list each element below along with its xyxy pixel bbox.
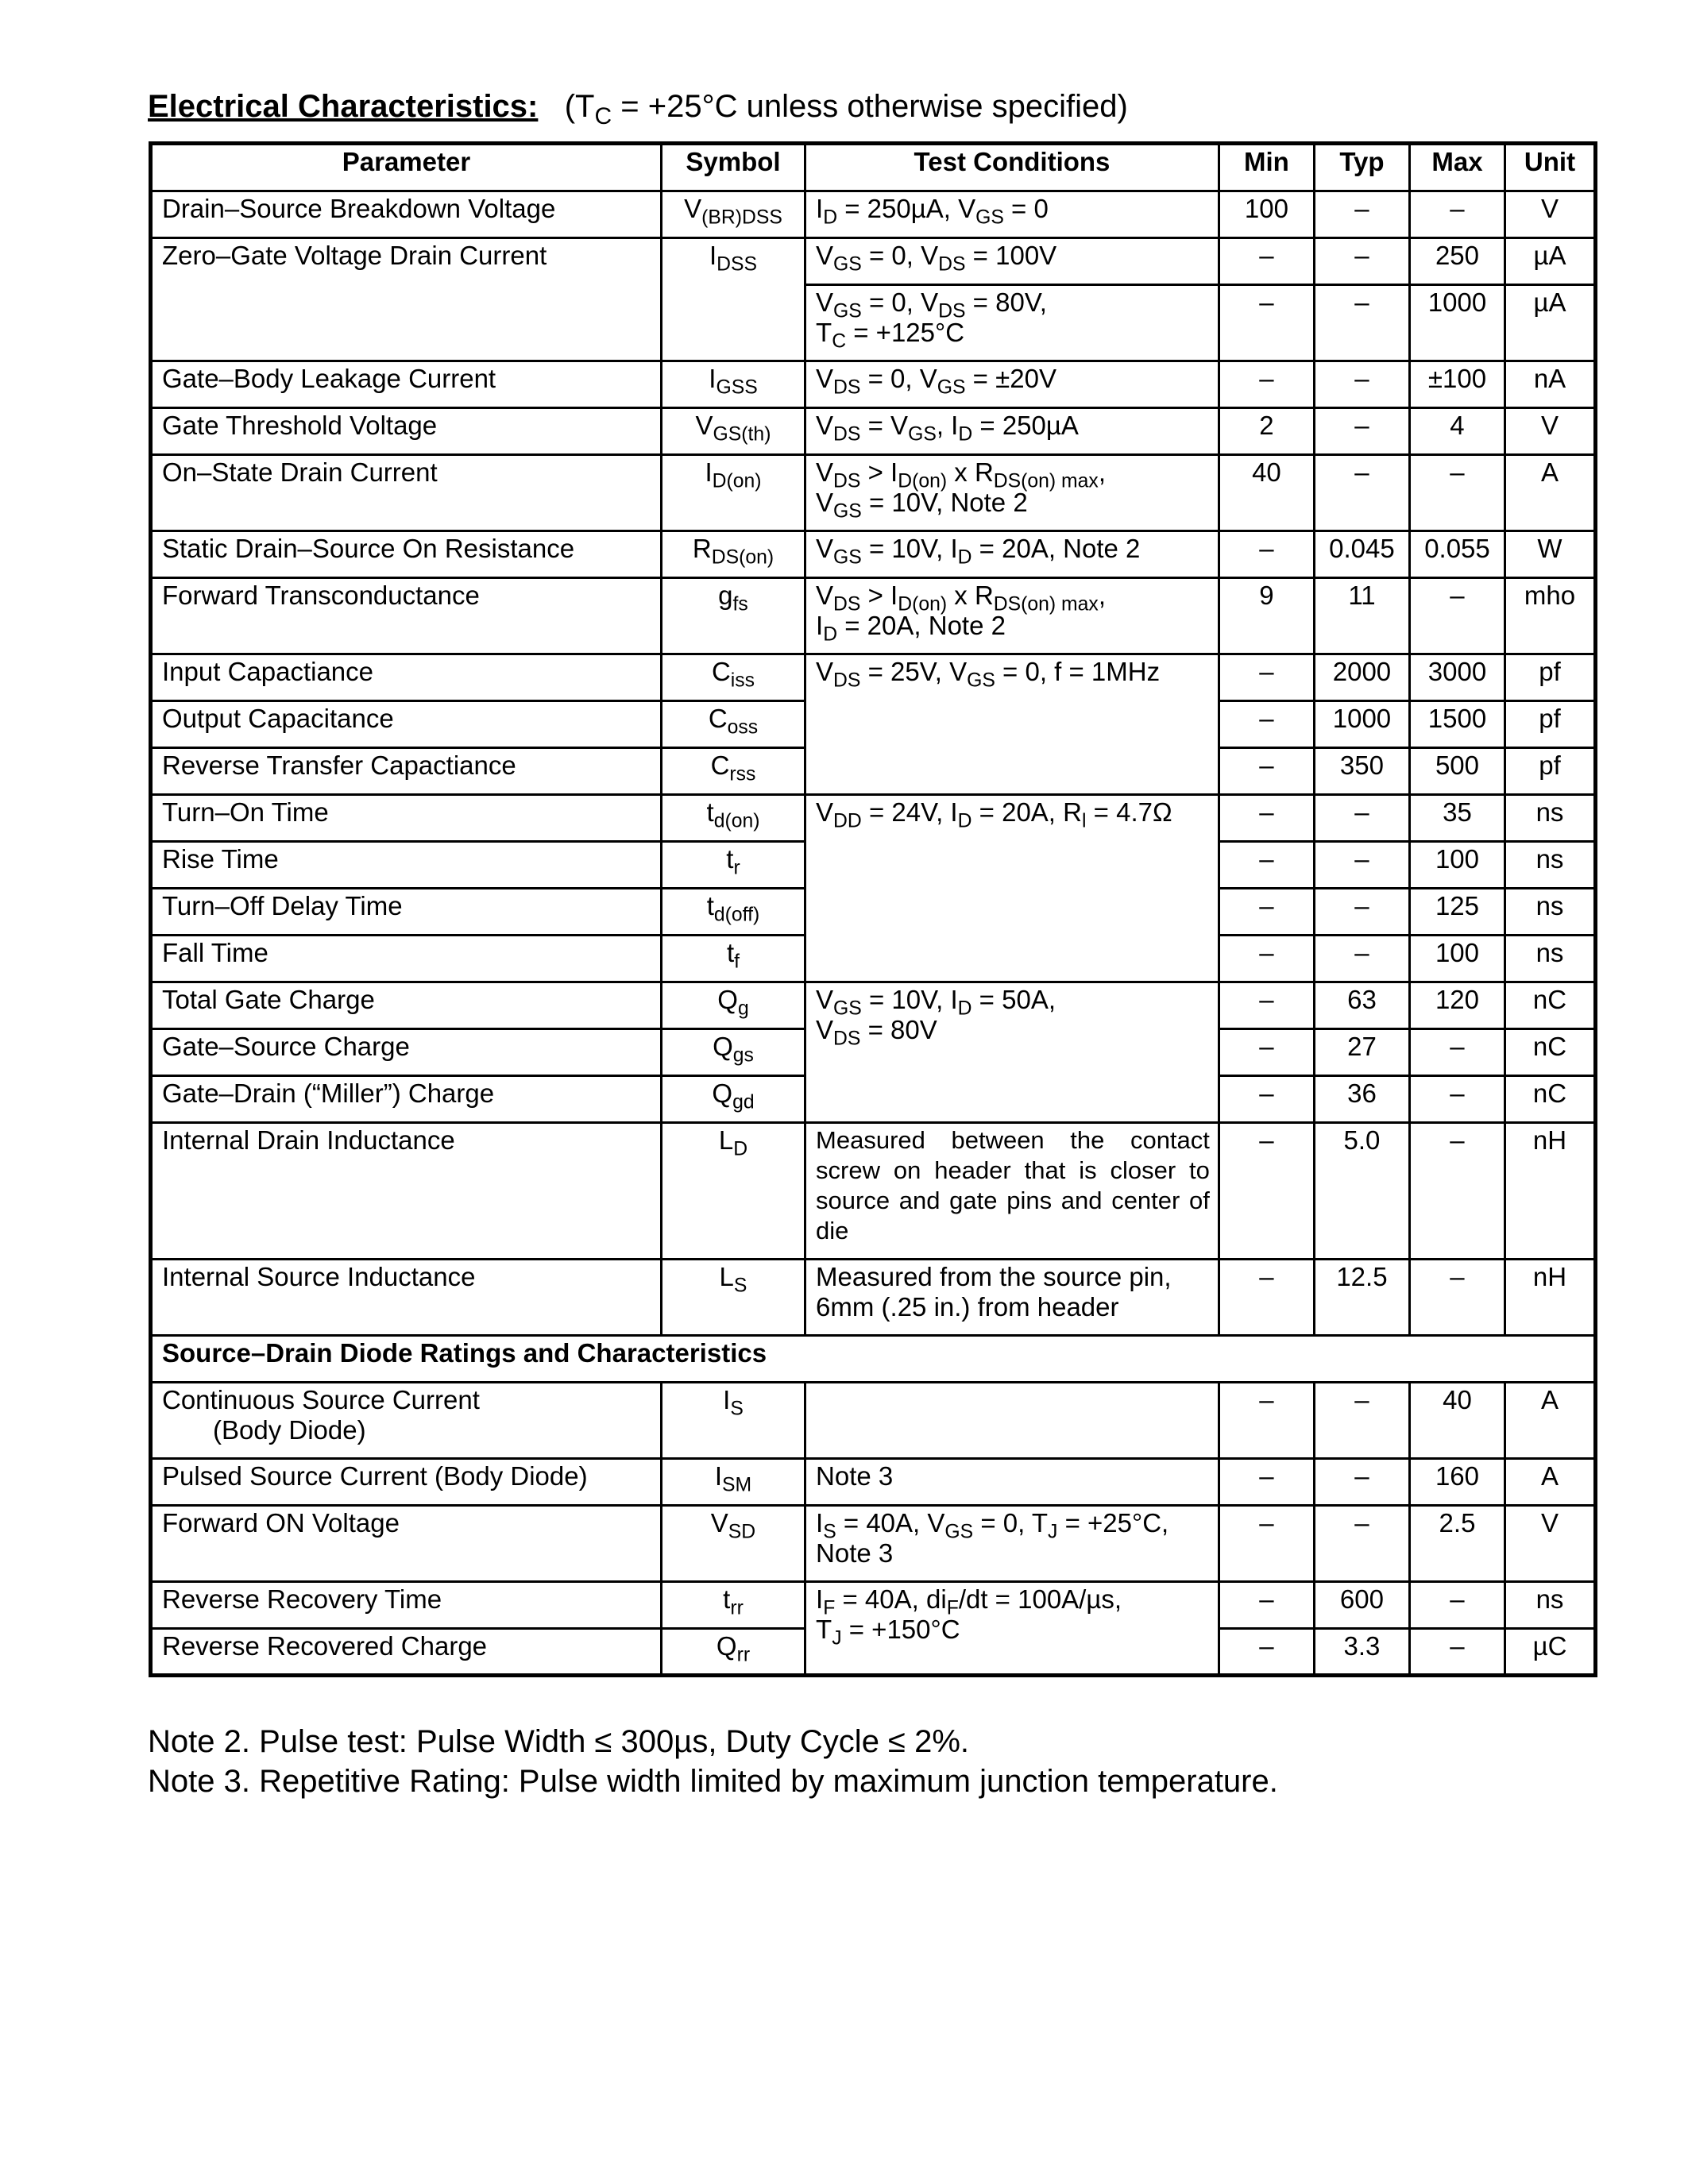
min-cell: 40 — [1219, 455, 1314, 531]
symbol-cell: $L_S$ — [661, 1260, 805, 1336]
symbol-cell: $I_{DSS}$ — [661, 238, 805, 361]
unit-cell: pf — [1505, 701, 1596, 748]
min-cell: – — [1219, 936, 1314, 982]
table-row — [151, 982, 1596, 1029]
min-cell: – — [1219, 285, 1314, 361]
symbol-cell: $Q_{gd}$ — [661, 1076, 805, 1123]
max-cell: 35 — [1409, 795, 1505, 842]
param-cell: Turn–Off Delay Time — [151, 889, 662, 936]
max-cell: – — [1409, 1029, 1505, 1076]
param-cell: Reverse Recovered Charge — [151, 1629, 662, 1676]
min-cell: – — [1219, 238, 1314, 285]
typ-cell: 600 — [1314, 1582, 1409, 1629]
table-row — [151, 1123, 1596, 1260]
typ-cell: – — [1314, 795, 1409, 842]
typ-cell: 36 — [1314, 1076, 1409, 1123]
col-header-test-conditions: Test Conditions — [805, 144, 1219, 191]
unit-cell: µA — [1505, 285, 1596, 361]
symbol-cell: $I_{GSS}$ — [661, 361, 805, 408]
max-cell: – — [1409, 1582, 1505, 1629]
param-cell: On–State Drain Current — [151, 455, 662, 531]
table-row — [151, 1506, 1596, 1582]
symbol-cell: $L_D$ — [661, 1123, 805, 1260]
typ-cell: – — [1314, 361, 1409, 408]
max-cell: 250 — [1409, 238, 1505, 285]
param-cell: Forward ON Voltage — [151, 1506, 662, 1582]
condition-cell: Note 3 — [805, 1459, 1219, 1506]
condition-cell: Measured between the contact screw on header that is closer to source and gate pins and center of die — [805, 1123, 1219, 1260]
max-cell: 1000 — [1409, 285, 1505, 361]
condition-cell: $V_{GS} = 0$, $V_{DS} = 100V$ — [805, 238, 1219, 285]
table-row — [151, 238, 1596, 285]
symbol-cell: $t_{rr}$ — [661, 1582, 805, 1629]
max-cell: ±100 — [1409, 361, 1505, 408]
note-2: Note 2. Pulse test: Pulse Width ≤ 300µs, Duty Cycle ≤ 2%. — [148, 1724, 970, 1759]
param-cell: Gate Threshold Voltage — [151, 408, 662, 455]
max-cell: – — [1409, 191, 1505, 238]
typ-cell: 3.3 — [1314, 1629, 1409, 1676]
param-cell: Gate–Source Charge — [151, 1029, 662, 1076]
typ-cell: – — [1314, 889, 1409, 936]
table-row — [151, 578, 1596, 654]
min-cell: – — [1219, 1629, 1314, 1676]
symbol-cell: $Q_{gs}$ — [661, 1029, 805, 1076]
col-header-max: Max — [1409, 144, 1505, 191]
table-row — [151, 1383, 1596, 1459]
param-cell: Input Capactiance — [151, 654, 662, 701]
condition-cell: $V_{GS} = 10V$, $I_D = 50A$, $V_{DS} = 80V$ — [805, 982, 1219, 1123]
symbol-cell: $V_{SD}$ — [661, 1506, 805, 1582]
condition-cell: $V_{DS} > I_{D(on)}$ x $R_{DS(on) max}$, $V_{GS} = 10V$, Note 2 — [805, 455, 1219, 531]
param-cell: Fall Time — [151, 936, 662, 982]
symbol-cell: $I_S$ — [661, 1383, 805, 1459]
min-cell: – — [1219, 842, 1314, 889]
col-header-typ: Typ — [1314, 144, 1409, 191]
typ-cell: 11 — [1314, 578, 1409, 654]
param-cell: Internal Drain Inductance — [151, 1123, 662, 1260]
min-cell: – — [1219, 982, 1314, 1029]
unit-cell: V — [1505, 408, 1596, 455]
table-row — [151, 795, 1596, 842]
max-cell: 100 — [1409, 936, 1505, 982]
heading-condition: ($T_C = +25^\circ C$ unless otherwise specified) — [564, 89, 1128, 129]
typ-cell: 12.5 — [1314, 1260, 1409, 1336]
unit-cell: nC — [1505, 982, 1596, 1029]
max-cell: 100 — [1409, 842, 1505, 889]
param-cell: Continuous Source Current (Body Diode) — [151, 1383, 662, 1459]
symbol-cell: $Q_{rr}$ — [661, 1629, 805, 1676]
electrical-characteristics-table — [149, 141, 1597, 1677]
unit-cell: nC — [1505, 1076, 1596, 1123]
max-cell: 500 — [1409, 748, 1505, 795]
max-cell: 4 — [1409, 408, 1505, 455]
min-cell: – — [1219, 701, 1314, 748]
unit-cell: ns — [1505, 1582, 1596, 1629]
table-row — [151, 531, 1596, 578]
min-cell: – — [1219, 748, 1314, 795]
param-cell: Total Gate Charge — [151, 982, 662, 1029]
symbol-cell: $t_r$ — [661, 842, 805, 889]
symbol-cell: $I_{D(on)}$ — [661, 455, 805, 531]
symbol-cell: $g_{fs}$ — [661, 578, 805, 654]
typ-cell: – — [1314, 842, 1409, 889]
max-cell: – — [1409, 1260, 1505, 1336]
min-cell: – — [1219, 531, 1314, 578]
typ-cell: – — [1314, 285, 1409, 361]
table-row — [151, 1582, 1596, 1629]
table-row — [151, 361, 1596, 408]
unit-cell: W — [1505, 531, 1596, 578]
typ-cell: 5.0 — [1314, 1123, 1409, 1260]
typ-cell: 1000 — [1314, 701, 1409, 748]
param-cell: Output Capacitance — [151, 701, 662, 748]
note-3: Note 3. Repetitive Rating: Pulse width limited by maximum junction temperature. — [148, 1764, 1278, 1799]
param-cell: Reverse Transfer Capactiance — [151, 748, 662, 795]
min-cell: – — [1219, 1029, 1314, 1076]
param-cell: Drain–Source Breakdown Voltage — [151, 191, 662, 238]
param-cell: Forward Transconductance — [151, 578, 662, 654]
table-row — [151, 191, 1596, 238]
unit-cell: A — [1505, 1383, 1596, 1459]
max-cell: 3000 — [1409, 654, 1505, 701]
typ-cell: 63 — [1314, 982, 1409, 1029]
condition-cell: $V_{DS} = V_{GS}$, $I_D = 250\mu A$ — [805, 408, 1219, 455]
min-cell: 100 — [1219, 191, 1314, 238]
table-row — [151, 654, 1596, 701]
condition-cell: $V_{GS} = 10V$, $I_D = 20A$, Note 2 — [805, 531, 1219, 578]
condition-cell: $I_S = 40A$, $V_{GS} = 0$, $T_J = +25^\circ C$, Note 3 — [805, 1506, 1219, 1582]
min-cell: 9 — [1219, 578, 1314, 654]
unit-cell: ns — [1505, 842, 1596, 889]
unit-cell: mho — [1505, 578, 1596, 654]
unit-cell: pf — [1505, 654, 1596, 701]
footnotes — [148, 1722, 1278, 1801]
max-cell: – — [1409, 1123, 1505, 1260]
unit-cell: pf — [1505, 748, 1596, 795]
max-cell: – — [1409, 1629, 1505, 1676]
param-cell: Static Drain–Source On Resistance — [151, 531, 662, 578]
param-cell: Gate–Drain (“Miller”) Charge — [151, 1076, 662, 1123]
min-cell: – — [1219, 1459, 1314, 1506]
unit-cell: nA — [1505, 361, 1596, 408]
min-cell: – — [1219, 1383, 1314, 1459]
param-cell: Internal Source Inductance — [151, 1260, 662, 1336]
condition-cell: $I_D = 250\mu A$, $V_{GS} = 0$ — [805, 191, 1219, 238]
condition-cell: $V_{DS} = 25V$, $V_{GS} = 0$, f = 1MHz — [805, 654, 1219, 795]
unit-cell: A — [1505, 455, 1596, 531]
min-cell: – — [1219, 654, 1314, 701]
condition-cell: $V_{DS} = 0$, $V_{GS} = \pm 20V$ — [805, 361, 1219, 408]
unit-cell: ns — [1505, 936, 1596, 982]
max-cell: 160 — [1409, 1459, 1505, 1506]
param-cell: Gate–Body Leakage Current — [151, 361, 662, 408]
typ-cell: – — [1314, 191, 1409, 238]
symbol-cell: $C_{oss}$ — [661, 701, 805, 748]
unit-cell: µA — [1505, 238, 1596, 285]
max-cell: – — [1409, 455, 1505, 531]
symbol-cell: $R_{DS(on)}$ — [661, 531, 805, 578]
symbol-cell: $t_{d(on)}$ — [661, 795, 805, 842]
symbol-cell: $Q_g$ — [661, 982, 805, 1029]
max-cell: 1500 — [1409, 701, 1505, 748]
max-cell: – — [1409, 1076, 1505, 1123]
symbol-cell: $t_{d(off)}$ — [661, 889, 805, 936]
condition-cell: $V_{DS} > I_{D(on)}$ x $R_{DS(on) max}$, $I_D = 20A$, Note 2 — [805, 578, 1219, 654]
typ-cell: 350 — [1314, 748, 1409, 795]
max-cell: 0.055 — [1409, 531, 1505, 578]
param-cell: Pulsed Source Current (Body Diode) — [151, 1459, 662, 1506]
table-row — [151, 408, 1596, 455]
param-cell: Turn–On Time — [151, 795, 662, 842]
typ-cell: – — [1314, 1459, 1409, 1506]
min-cell: – — [1219, 1123, 1314, 1260]
table-row — [151, 1459, 1596, 1506]
typ-cell: 2000 — [1314, 654, 1409, 701]
col-header-symbol: Symbol — [661, 144, 805, 191]
unit-cell: nH — [1505, 1123, 1596, 1260]
max-cell: 2.5 — [1409, 1506, 1505, 1582]
section-header-row — [151, 1336, 1596, 1383]
heading-title: Electrical Characteristics: — [148, 89, 539, 124]
condition-cell: Measured from the source pin, 6mm (.25 in.) from header — [805, 1260, 1219, 1336]
min-cell: – — [1219, 889, 1314, 936]
typ-cell: – — [1314, 1383, 1409, 1459]
unit-cell: ns — [1505, 795, 1596, 842]
symbol-cell: $C_{rss}$ — [661, 748, 805, 795]
typ-cell: 27 — [1314, 1029, 1409, 1076]
col-header-min: Min — [1219, 144, 1314, 191]
unit-cell: nC — [1505, 1029, 1596, 1076]
table-row — [151, 455, 1596, 531]
unit-cell: µC — [1505, 1629, 1596, 1676]
symbol-cell: $t_f$ — [661, 936, 805, 982]
typ-cell: – — [1314, 238, 1409, 285]
table-header-row — [151, 144, 1596, 191]
typ-cell: 0.045 — [1314, 531, 1409, 578]
col-header-unit: Unit — [1505, 144, 1596, 191]
max-cell: 120 — [1409, 982, 1505, 1029]
min-cell: 2 — [1219, 408, 1314, 455]
param-cell: Rise Time — [151, 842, 662, 889]
symbol-cell: $C_{iss}$ — [661, 654, 805, 701]
min-cell: – — [1219, 1506, 1314, 1582]
min-cell: – — [1219, 1076, 1314, 1123]
min-cell: – — [1219, 1582, 1314, 1629]
param-cell: Reverse Recovery Time — [151, 1582, 662, 1629]
min-cell: – — [1219, 1260, 1314, 1336]
max-cell: 40 — [1409, 1383, 1505, 1459]
unit-cell: ns — [1505, 889, 1596, 936]
table-row — [151, 1260, 1596, 1336]
typ-cell: – — [1314, 455, 1409, 531]
min-cell: – — [1219, 361, 1314, 408]
typ-cell: – — [1314, 408, 1409, 455]
condition-cell: $V_{DD} = 24V$, $I_D = 20A$, $R_l = 4.7\Omega$ — [805, 795, 1219, 982]
max-cell: 125 — [1409, 889, 1505, 936]
condition-cell: $V_{GS} = 0$, $V_{DS} = 80V$, $T_C = +125^\circ C$ — [805, 285, 1219, 361]
typ-cell: – — [1314, 1506, 1409, 1582]
symbol-cell: $V_{(BR)DSS}$ — [661, 191, 805, 238]
condition-cell — [805, 1383, 1219, 1459]
param-cell: Zero–Gate Voltage Drain Current — [151, 238, 662, 361]
unit-cell: V — [1505, 191, 1596, 238]
symbol-cell: $I_{SM}$ — [661, 1459, 805, 1506]
col-header-parameter: Parameter — [151, 144, 662, 191]
max-cell: – — [1409, 578, 1505, 654]
typ-cell: – — [1314, 936, 1409, 982]
condition-cell: $I_F = 40A$, $di_F/dt = 100A/\mu s$, $T_J = +150^\circ C$ — [805, 1582, 1219, 1676]
symbol-cell: $V_{GS(th)}$ — [661, 408, 805, 455]
unit-cell: V — [1505, 1506, 1596, 1582]
section-title: Source–Drain Diode Ratings and Characteristics — [151, 1336, 1596, 1383]
unit-cell: nH — [1505, 1260, 1596, 1336]
min-cell: – — [1219, 795, 1314, 842]
unit-cell: A — [1505, 1459, 1596, 1506]
page-heading — [148, 89, 1128, 129]
